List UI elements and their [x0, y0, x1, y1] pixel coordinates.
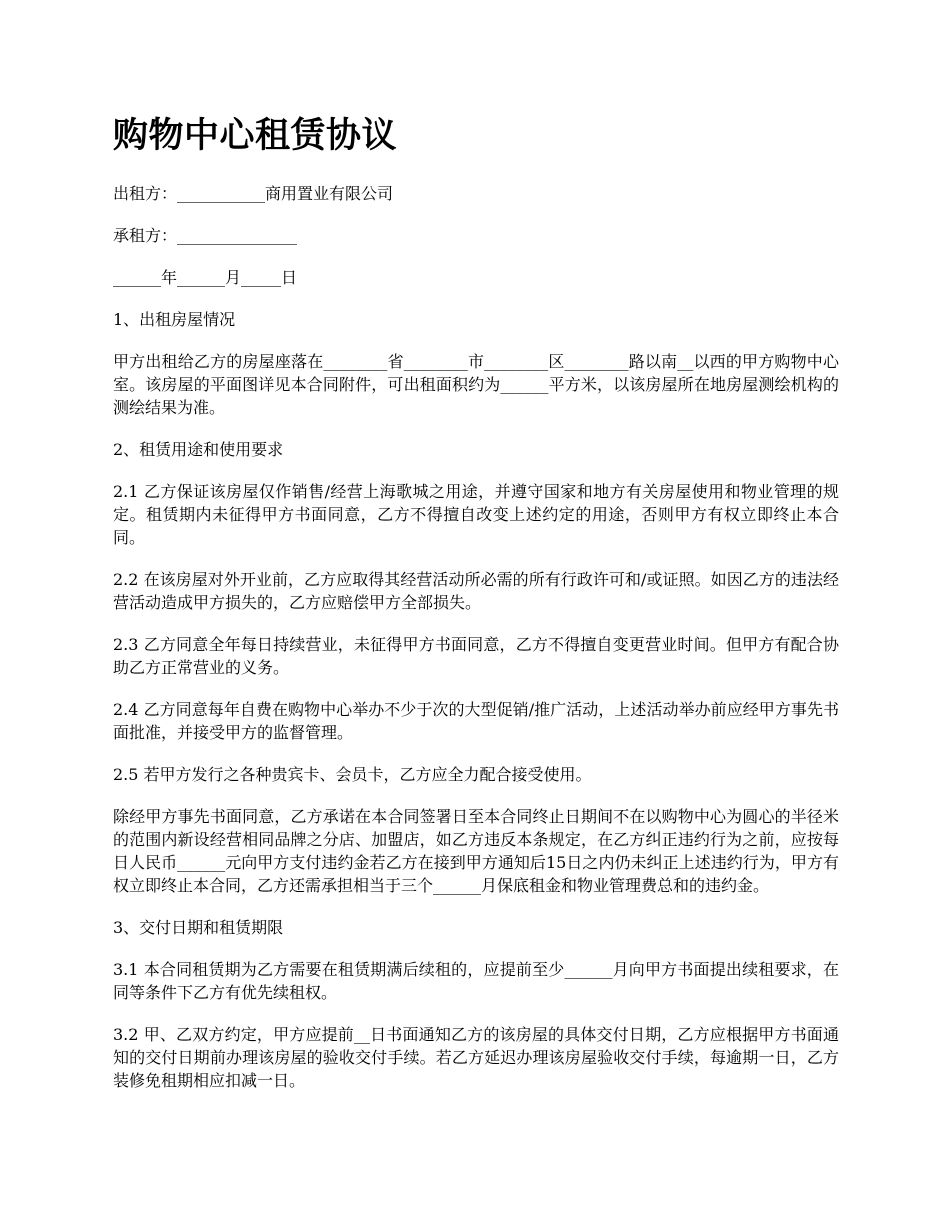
document-title: 购物中心租赁协议 [113, 115, 398, 156]
lessee-line: 承租方：_______________ [113, 226, 298, 245]
date-line: ______年______月_____日 [113, 268, 298, 287]
clause-2-extra: 除经甲方事先书面同意，乙方承诺在本合同签署日至本合同终止日期间不在以购物中心为圆心的半径米的范围内新设经营相同品牌之分店、加盟店，如乙方违反本条规定，在乙方纠正违约行为之前，应按每日人民币______元向甲方支付违约金若乙方在接到甲方通知后15日之内仍未纠正上述违约行为，甲方有权立即终止本合同，乙方还需承担相当于三个______月保底租金和物业管理费总和的违约金。 [113, 807, 839, 895]
clause-2-3: 2.3 乙方同意全年每日持续营业，未征得甲方书面同意，乙方不得擅自变更营业时间。但甲方有配合协助乙方正常营业的义务。 [113, 635, 839, 677]
section-heading-2: 2、租赁用途和使用要求 [113, 440, 284, 459]
document-page [113, 112, 839, 1111]
lessor-line: 出租方：___________商用置业有限公司 [113, 184, 394, 203]
clause-2-5: 2.5 若甲方发行之各种贵宾卡、会员卡，乙方应全力配合接受使用。 [113, 765, 592, 784]
section-heading-1: 1、出租房屋情况 [113, 310, 236, 329]
clause-3-1: 3.1 本合同租赁期为乙方需要在租赁期满后续租的，应提前至少______月向甲方书面提出续租要求，在同等条件下乙方有优先续租权。 [113, 960, 839, 1002]
clause-2-1: 2.1 乙方保证该房屋仅作销售/经营上海歌城之用途，并遵守国家和地方有关房屋使用和物业管理的规定。租赁期内未征得甲方书面同意，乙方不得擅自改变上述约定的用途，否则甲方有权立即终止本合同。 [113, 482, 839, 547]
section-heading-3: 3、交付日期和租赁期限 [113, 918, 284, 937]
clause-3-2: 3.2 甲、乙双方约定，甲方应提前__日书面通知乙方的该房屋的具体交付日期，乙方应根据甲方书面通知的交付日期前办理该房屋的验收交付手续。若乙方延迟办理该房屋验收交付手续，每逾期一日，乙方装修免租期相应扣减一日。 [113, 1025, 839, 1090]
paragraph-premises: 甲方出租给乙方的房屋座落在________省________市________区________路以南__以西的甲方购物中心室。该房屋的平面图详见本合同附件，可出租面积约为______平方米，以该房屋所在地房屋测绘机构的测绘结果为准。 [113, 352, 839, 417]
clause-2-4: 2.4 乙方同意每年自费在购物中心举办不少于次的大型促销/推广活动，上述活动举办前应经甲方事先书面批准，并接受甲方的监督管理。 [113, 700, 839, 742]
clause-2-2: 2.2 在该房屋对外开业前，乙方应取得其经营活动所必需的所有行政许可和/或证照。如因乙方的违法经营活动造成甲方损失的，乙方应赔偿甲方全部损失。 [113, 570, 839, 612]
